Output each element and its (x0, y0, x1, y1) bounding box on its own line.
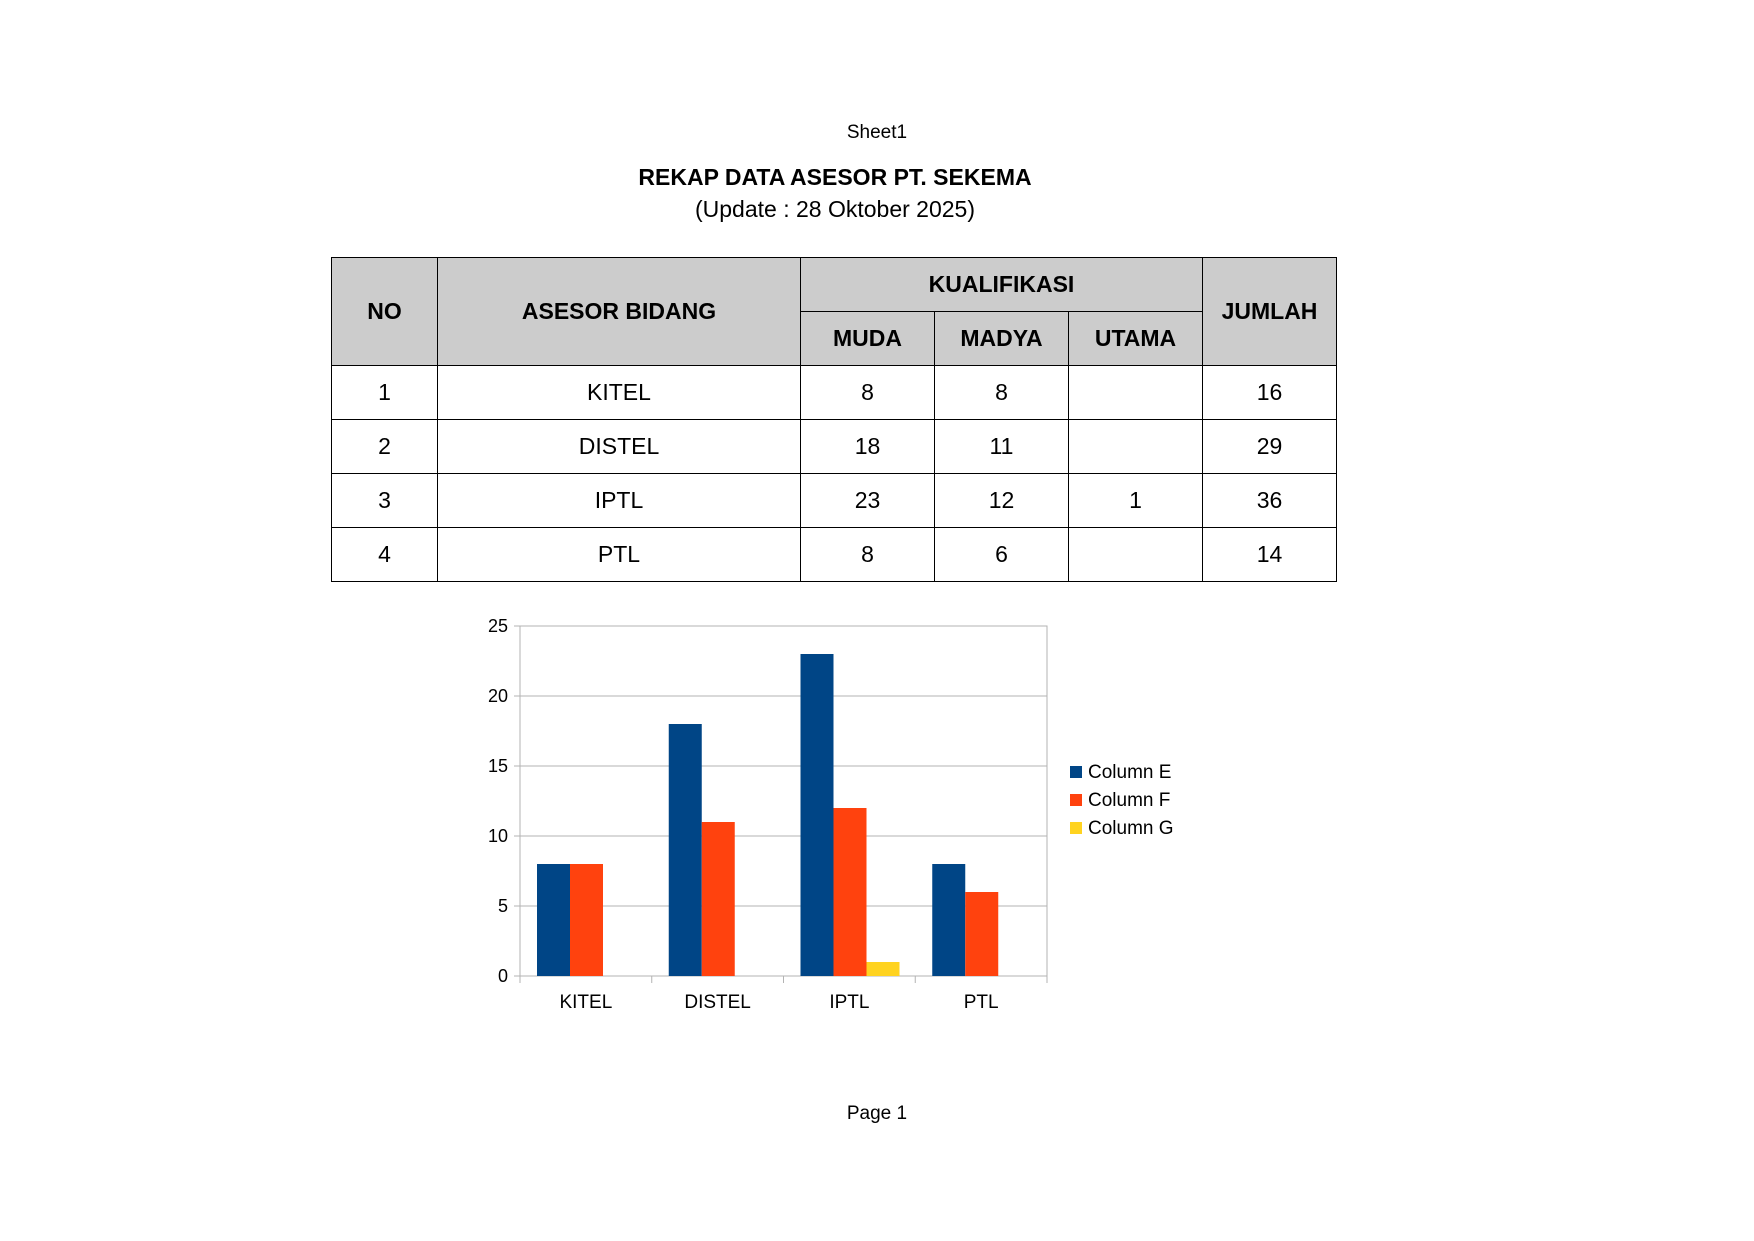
x-tick-label: KITEL (559, 992, 613, 1013)
cell-jumlah: 16 (1203, 366, 1337, 420)
y-tick-label: 5 (497, 896, 508, 916)
bar (965, 892, 998, 976)
cell-jumlah: 36 (1203, 474, 1337, 528)
cell-bidang: PTL (438, 528, 801, 582)
cell-muda: 8 (801, 366, 935, 420)
x-tick-label: DISTEL (684, 992, 751, 1013)
cell-bidang: KITEL (438, 366, 801, 420)
x-tick-label: PTL (963, 992, 999, 1013)
table-row (332, 420, 1337, 474)
page-title: REKAP DATA ASESOR PT. SEKEMA (638, 164, 1032, 190)
cell-utama (1069, 366, 1203, 420)
page-subtitle: (Update : 28 Oktober 2025) (695, 196, 975, 222)
cell-utama (1069, 528, 1203, 582)
y-tick-label: 20 (487, 686, 508, 706)
header-muda: MUDA (801, 312, 935, 366)
table-row (332, 474, 1337, 528)
y-tick-label: 15 (487, 756, 508, 776)
header-madya: MADYA (935, 312, 1069, 366)
bar (834, 808, 867, 976)
legend-swatch (1070, 822, 1082, 834)
cell-bidang: DISTEL (438, 420, 801, 474)
legend-swatch (1070, 794, 1082, 806)
table-row (332, 528, 1337, 582)
bar (570, 864, 603, 976)
sheet-name: Sheet1 (846, 122, 908, 143)
cell-no: 4 (332, 528, 438, 582)
bar (932, 864, 965, 976)
table-row (332, 366, 1337, 420)
x-tick-label: IPTL (829, 992, 870, 1013)
legend-label: Column G (1088, 818, 1174, 839)
legend-label: Column E (1088, 762, 1172, 783)
cell-no: 2 (332, 420, 438, 474)
cell-muda: 8 (801, 528, 935, 582)
cell-jumlah: 14 (1203, 528, 1337, 582)
header-kualifikasi: KUALIFIKASI (801, 258, 1203, 312)
y-tick-label: 10 (487, 826, 508, 846)
header-bidang: ASESOR BIDANG (438, 258, 801, 366)
cell-madya: 8 (935, 366, 1069, 420)
header-utama: UTAMA (1069, 312, 1203, 366)
header-no: NO (332, 258, 438, 366)
cell-utama (1069, 420, 1203, 474)
bar (702, 822, 735, 976)
cell-muda: 18 (801, 420, 935, 474)
cell-no: 1 (332, 366, 438, 420)
bar (537, 864, 570, 976)
cell-jumlah: 29 (1203, 420, 1337, 474)
cell-madya: 11 (935, 420, 1069, 474)
bar (867, 962, 900, 976)
cell-muda: 23 (801, 474, 935, 528)
header-jumlah: JUMLAH (1203, 258, 1337, 366)
legend-swatch (1070, 766, 1082, 778)
cell-utama: 1 (1069, 474, 1203, 528)
cell-bidang: IPTL (438, 474, 801, 528)
bar-chart (460, 600, 1220, 1020)
bar-chart-svg (460, 600, 1220, 1020)
bar (669, 724, 702, 976)
page-number: Page 1 (846, 1103, 908, 1124)
legend-label: Column F (1088, 790, 1171, 811)
cell-madya: 6 (935, 528, 1069, 582)
bar (801, 654, 834, 976)
cell-madya: 12 (935, 474, 1069, 528)
y-tick-label: 0 (497, 966, 508, 986)
recap-table (331, 257, 1337, 582)
y-tick-label: 25 (487, 616, 508, 636)
cell-no: 3 (332, 474, 438, 528)
